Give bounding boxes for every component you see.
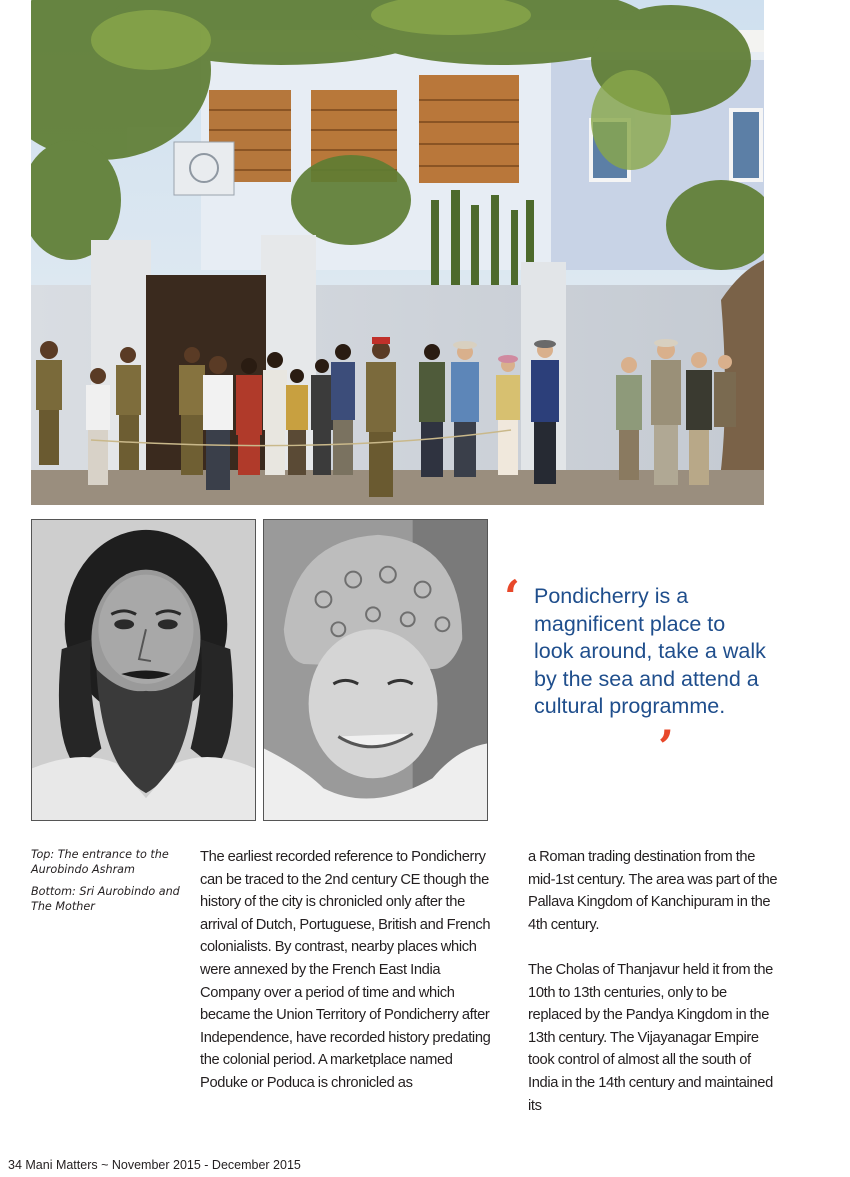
photo-caption xyxy=(31,848,181,922)
article-paragraph: a Roman trading destination from the mid-1st century. The area was part of the Pallava Kingdom of Kanchipuram in the 4th century. xyxy=(528,849,778,933)
article-paragraph: The earliest recorded reference to Pondicherry can be traced to the 2nd century CE though the history of the city is chronicled only after the arrival of Dutch, Portuguese, British and French colonialists. By contrast, nearby places which were annexed by the French East India Company over a period of time and which became the Union Territory of Pondicherry after Independence, have recorded history predating the colonial period. A marketplace named Poduke or Poduca is chronicled as xyxy=(200,849,491,1091)
open-quote-mark: ‘ xyxy=(504,570,521,624)
page-footer: 34 Mani Matters ~ November 2015 - December 2015 xyxy=(8,1158,301,1172)
article-column-2 xyxy=(528,846,778,1117)
article-paragraph: The Cholas of Thanjavur held it from the 10th to 13th centuries, only to be replaced by the Pandya Kingdom in the 13th century. The Vijayanagar Empire took control of almost all the south of India in the 14th century and maintained its xyxy=(528,961,773,1114)
article-column-1 xyxy=(200,846,495,1095)
caption-top: Top: The entrance to the Aurobindo Ashram xyxy=(31,848,169,876)
ashram-entrance-photo xyxy=(31,0,764,505)
close-quote-mark: ’ xyxy=(658,720,675,774)
the-mother-portrait xyxy=(263,519,488,821)
pull-quote-text: Pondicherry is a magnificent place to look around, take a walk by the sea and attend a cultural programme. xyxy=(534,584,766,719)
caption-bottom: Bottom: Sri Aurobindo and The Mother xyxy=(31,885,180,913)
pull-quote xyxy=(504,570,770,774)
sri-aurobindo-portrait xyxy=(31,519,256,821)
